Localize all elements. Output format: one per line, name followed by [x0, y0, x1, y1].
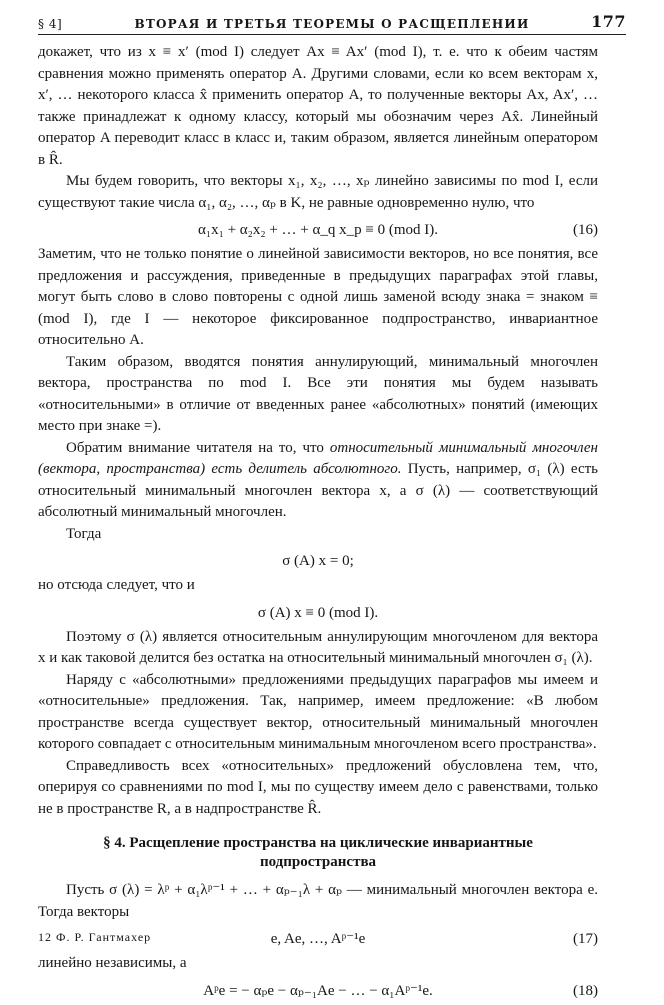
paragraph-relative-divides — [38, 438, 598, 524]
equation-formula: e, Ae, …, Aᵖ⁻¹e — [270, 931, 366, 947]
section-heading — [38, 834, 598, 872]
equation-number: (16) — [573, 222, 598, 238]
paragraph: Поэтому σ (λ) является относительным аннулирующим многочленом для вектора x и как таковой делится без остатка на относительный минимальный многочлен σ₁ (λ). — [38, 628, 598, 666]
equation-formula: Aᵖe = − αₚe − αₚ₋₁Ae − … − α₁Aᵖ⁻¹e. — [203, 982, 433, 999]
paragraph: Заметим, что не только понятие о линейной зависимости векторов, но все понятия, все предложения и рассуждения, приведенные в предыдущих параграфах этой главы, могут быть слово в слово повторены с одной лишь заменой всюду знака = знаком ≡ (mod I), где I — некоторое фиксированное подпространство, инвариантное относительно A. — [38, 246, 598, 348]
running-header — [38, 12, 626, 34]
paragraph: но отсюда следует, что и — [38, 577, 195, 593]
header-rule — [38, 34, 626, 35]
section-title-line: § 4. Расщепление пространства на циклические инвариантные — [103, 835, 533, 851]
text-run: Обратим внимание читателя на то, что — [66, 439, 330, 456]
section-title-line: подпространства — [259, 854, 377, 870]
equation-number: (18) — [573, 982, 598, 999]
paragraph: Наряду с «абсолютными» предложениями предыдущих параграфов мы имеем и «относительные» предложения. Так, например, имеем предложение: «В любом пространстве всегда существует вектор, относительный минимальный многочлен которого совпадает с относительным минимальным многочленом всего пространства». — [38, 671, 598, 752]
equation-18 — [38, 979, 598, 1003]
text-run: Пусть, например, σ₁ (λ) есть относительный минимальный многочлен вектора x, а σ (λ) — соответствующий абсолютный минимальный многочлен. — [38, 461, 598, 520]
equation-formula: α₁x₁ + α₂x₂ + … + α_q x_p ≡ 0 (mod I). — [198, 222, 438, 238]
page-body — [38, 42, 598, 1005]
equation-sigma-mod — [38, 601, 598, 625]
header-title: ВТОРАЯ И ТРЕТЬЯ ТЕОРЕМЫ О РАСЩЕПЛЕНИИ — [134, 17, 530, 31]
equation-formula: σ (A) x ≡ 0 (mod I). — [257, 604, 379, 621]
paragraph: линейно независимы, а — [38, 955, 187, 971]
paragraph: Таким образом, вводятся понятия аннулирующий, минимальный многочлен вектора, пространства по mod I. Все эти понятия мы будем называть «относительными» в отличие от введенных ранее «абсолютных» понятий (имеющих место при знаке =). — [38, 353, 598, 434]
paragraph: докажет, что из x ≡ x′ (mod I) следует Ax ≡ Ax′ (mod I), т. е. что к обеим частям сравнения можно применять оператор A. Другими словами, если ко всем векторам x, x′, … некоторого класса x̂ применить оператор A, то полученные векторы Ax, Ax′, … также принадлежат к одному классу, который мы обозначим через Ax̂. Линейный оператор A переводит класс в класс и, таким образом, является линейным оператором в R̂. — [38, 44, 598, 168]
equation-formula: σ (A) x = 0; — [282, 553, 354, 569]
italic-statement: относительный минимальный многочлен (вектора, пространства) есть делитель абсолютного. — [38, 439, 599, 477]
header-section-ref: § 4] — [38, 17, 63, 31]
signature-footer: 12 Ф. Р. Гантмахер — [38, 930, 152, 944]
equation-16 — [38, 218, 598, 242]
equation-sigma-a — [38, 549, 598, 573]
paragraph: Пусть σ (λ) = λᵖ + α₁λᵖ⁻¹ + … + αₚ₋₁λ + αₚ — минимальный многочлен вектора e. Тогда векторы — [38, 882, 598, 920]
paragraph: Мы будем говорить, что векторы x₁, x₂, …, xₚ линейно зависимы по mod I, если существуют такие числа α₁, α₂, …, αₚ в K, не равные одновременно нулю, что — [38, 173, 598, 211]
equation-number: (17) — [573, 931, 598, 947]
paragraph: Тогда — [66, 525, 102, 542]
page-number: 177 — [591, 12, 626, 31]
paragraph: Справедливость всех «относительных» предложений обусловлена тем, что, оперируя со сравнениями по mod I, мы по существу имеем дело с равенствами, только не в пространстве R, а в надпространстве R̂. — [38, 757, 598, 817]
